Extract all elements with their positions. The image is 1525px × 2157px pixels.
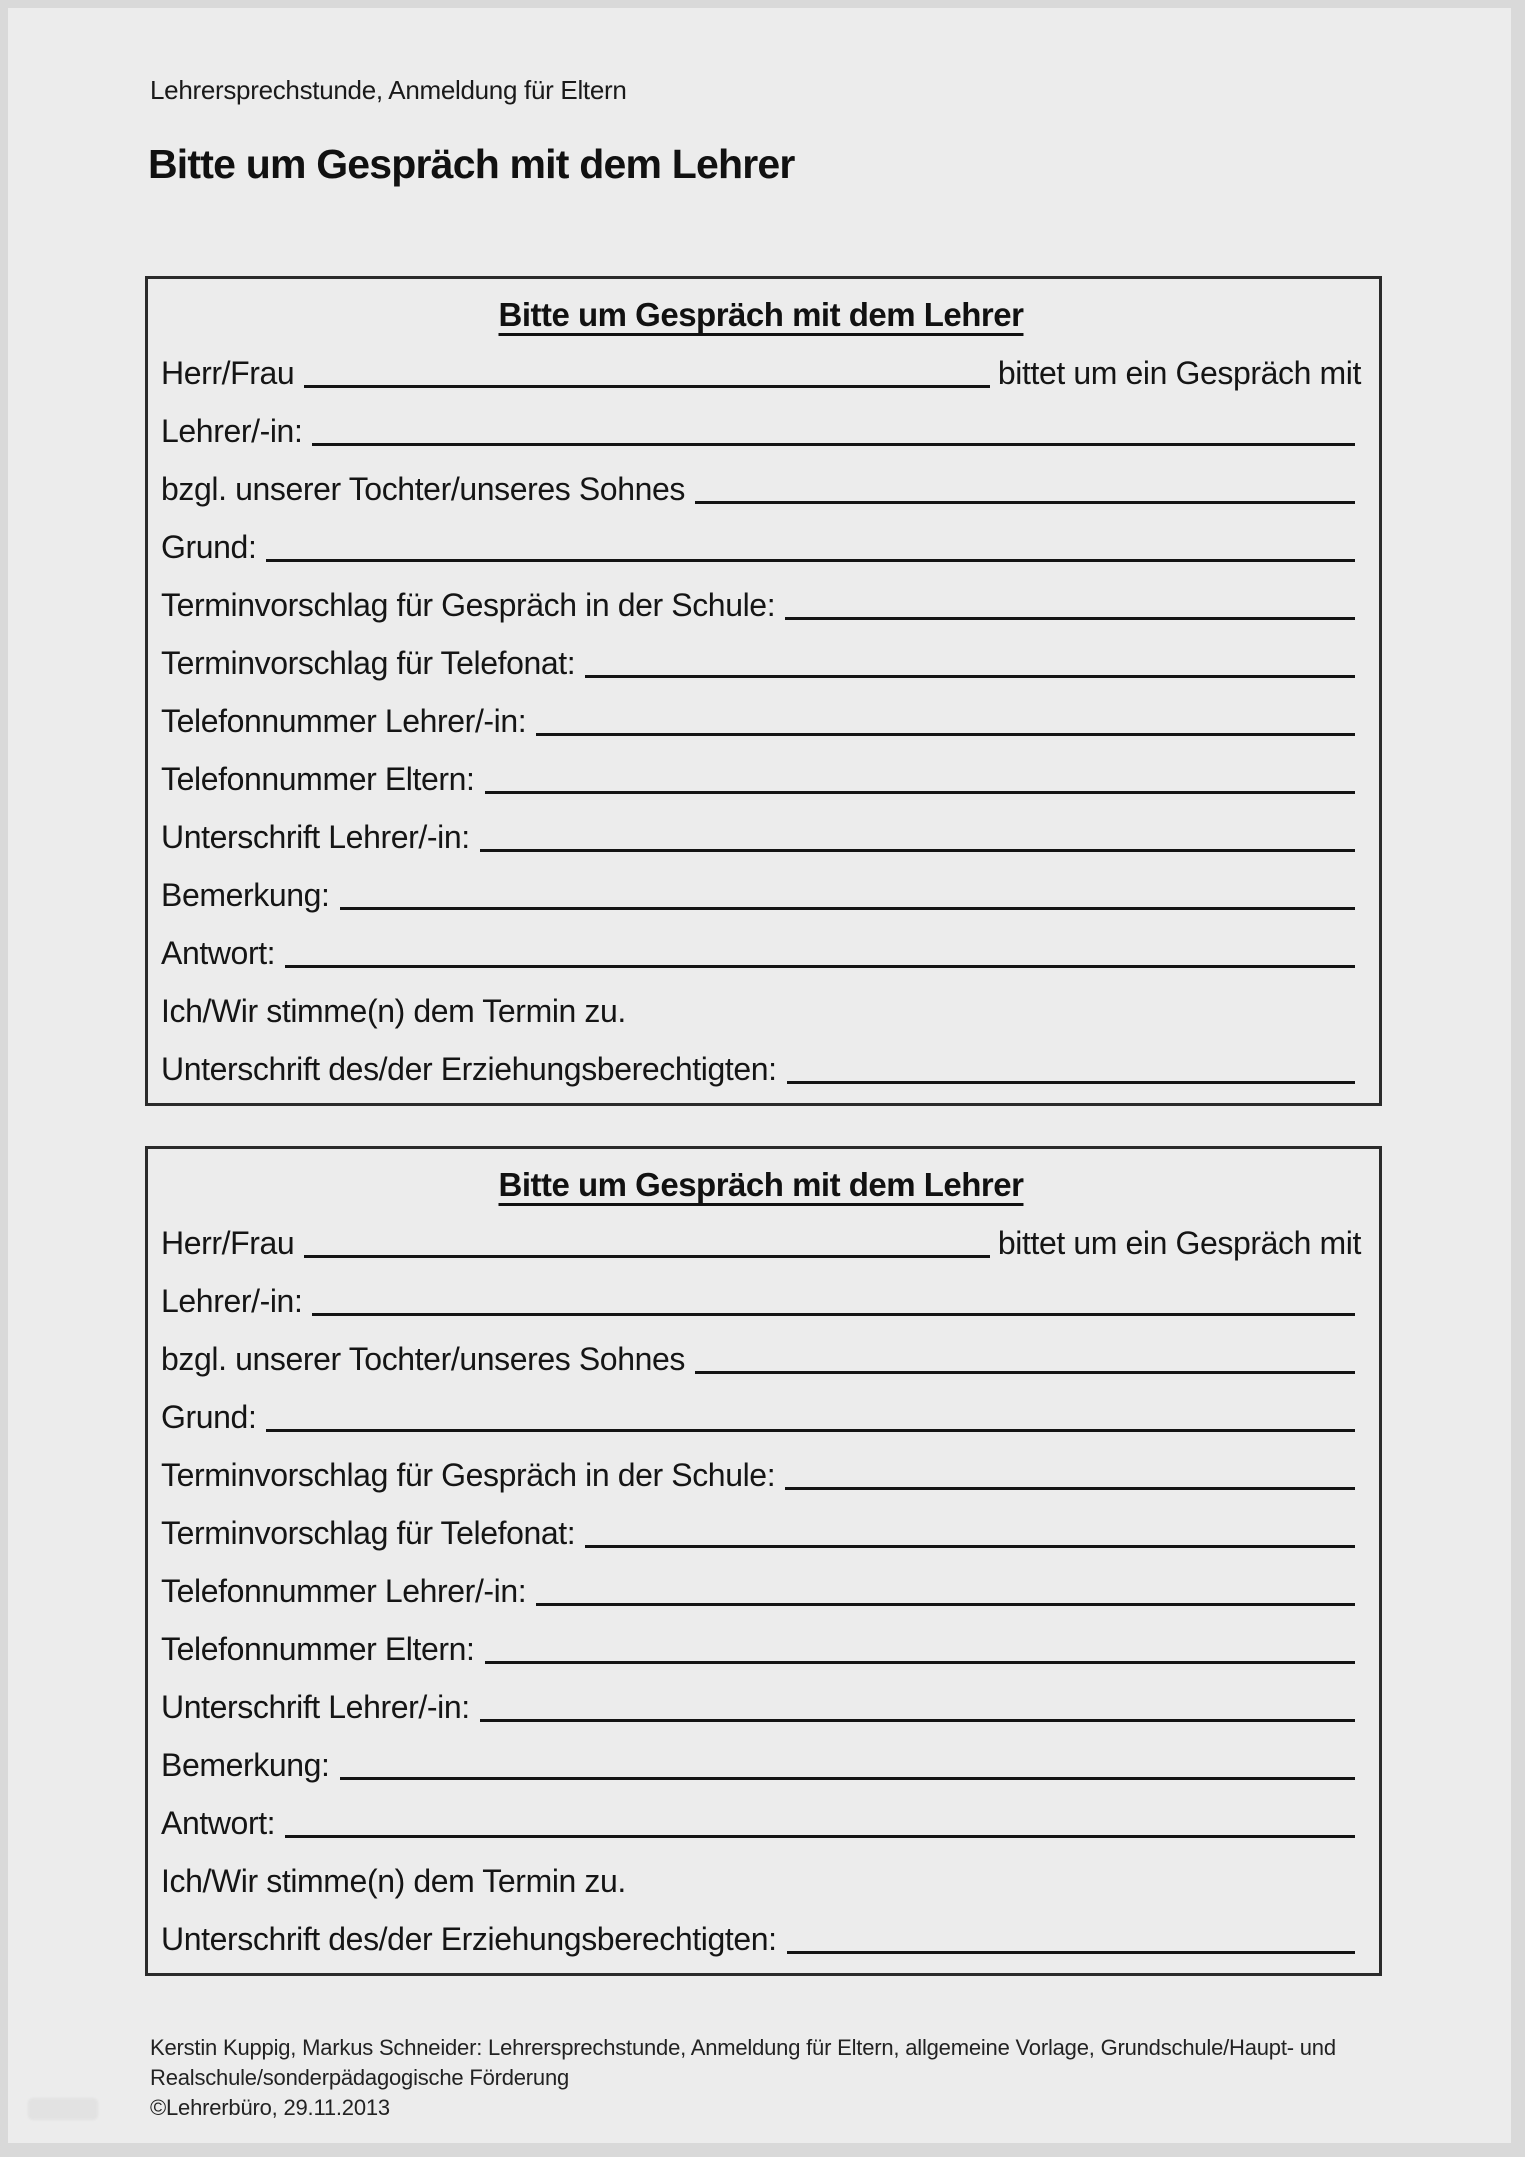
form-row-termin-schule: [161, 1439, 1361, 1497]
document-subject-line: Lehrersprechstunde, Anmeldung für Eltern: [150, 75, 627, 105]
form-row-termin-telefonat: [161, 1497, 1361, 1555]
form-row-telefon-eltern: [161, 1613, 1361, 1671]
field-label: Grund:: [161, 1399, 257, 1435]
field-label: Unterschrift Lehrer/-in:: [161, 819, 470, 855]
blank-line: [312, 442, 1355, 446]
blank-line: [585, 1544, 1355, 1548]
field-label: Lehrer/-in:: [161, 1283, 303, 1319]
field-label: Herr/Frau: [161, 1225, 295, 1261]
form-row-telefon-lehrer: [161, 1555, 1361, 1613]
form-row-kind: [161, 453, 1361, 511]
footer-credits: [150, 2033, 1511, 2123]
field-label: Herr/Frau: [161, 355, 295, 391]
field-label: Antwort:: [161, 1805, 276, 1841]
blank-line: [485, 1660, 1355, 1664]
blank-line: [480, 1718, 1355, 1722]
form-row-unterschrift-eltern: [161, 1033, 1361, 1091]
form-row-antwort: [161, 1787, 1361, 1845]
blank-line: [695, 500, 1355, 504]
footer-line-1: Kerstin Kuppig, Markus Schneider: Lehrersprechstunde, Anmeldung für Eltern, allgemeine Vorlage, Grundschule/Haupt- und: [150, 2035, 1336, 2060]
field-label: Telefonnummer Lehrer/-in:: [161, 703, 527, 739]
blank-line: [480, 848, 1355, 852]
field-label: Ich/Wir stimme(n) dem Termin zu.: [161, 1863, 626, 1899]
form-row-antwort: [161, 917, 1361, 975]
field-label: Terminvorschlag für Gespräch in der Schule:: [161, 587, 776, 623]
form-row-unterschrift-lehrer: [161, 1671, 1361, 1729]
form-row-kind: [161, 1323, 1361, 1381]
field-label: Terminvorschlag für Telefonat:: [161, 645, 576, 681]
form-row-unterschrift-eltern: [161, 1903, 1361, 1961]
blank-line: [285, 964, 1355, 968]
blank-line: [536, 1602, 1355, 1606]
field-label: bzgl. unserer Tochter/unseres Sohnes: [161, 471, 685, 507]
blank-line: [536, 732, 1355, 736]
field-label: Lehrer/-in:: [161, 413, 303, 449]
blank-line: [585, 674, 1355, 678]
form-row-telefon-eltern: [161, 743, 1361, 801]
blank-line: [787, 1950, 1355, 1954]
form-row-herr-frau: [161, 1207, 1361, 1265]
document-page: [8, 8, 1511, 2143]
field-suffix: bittet um ein Gespräch mit: [997, 355, 1361, 391]
form-box-2: [145, 1146, 1382, 1976]
field-label: bzgl. unserer Tochter/unseres Sohnes: [161, 1341, 685, 1377]
blank-line: [266, 1428, 1355, 1432]
blank-line: [695, 1370, 1355, 1374]
form-box-title: Bitte um Gespräch mit dem Lehrer: [498, 1166, 1024, 1203]
field-label: Terminvorschlag für Telefonat:: [161, 1515, 576, 1551]
blank-line: [304, 384, 990, 388]
field-label: Telefonnummer Lehrer/-in:: [161, 1573, 527, 1609]
blank-line: [785, 616, 1355, 620]
field-label: Telefonnummer Eltern:: [161, 761, 475, 797]
field-label: Unterschrift Lehrer/-in:: [161, 1689, 470, 1725]
field-label: Unterschrift des/der Erziehungsberechtigten:: [161, 1921, 777, 1957]
form-row-grund: [161, 1381, 1361, 1439]
field-label: Telefonnummer Eltern:: [161, 1631, 475, 1667]
form-box-1: [145, 276, 1382, 1106]
page-title: Bitte um Gespräch mit dem Lehrer: [148, 141, 795, 187]
blank-line: [285, 1834, 1355, 1838]
blank-line: [312, 1312, 1355, 1316]
footer-line-2: Realschule/sonderpädagogische Förderung: [150, 2065, 570, 2090]
form-row-telefon-lehrer: [161, 685, 1361, 743]
form-row-termin-telefonat: [161, 627, 1361, 685]
field-label: Antwort:: [161, 935, 276, 971]
footer-line-3: ©Lehrerbüro, 29.11.2013: [150, 2095, 390, 2120]
blank-line: [340, 1776, 1355, 1780]
field-label: Bemerkung:: [161, 877, 330, 913]
form-row-bemerkung: [161, 859, 1361, 917]
form-row-termin-schule: [161, 569, 1361, 627]
form-row-unterschrift-lehrer: [161, 801, 1361, 859]
blank-line: [304, 1254, 990, 1258]
form-row-lehrer: [161, 395, 1361, 453]
field-label: Terminvorschlag für Gespräch in der Schule:: [161, 1457, 776, 1493]
blank-line: [485, 790, 1355, 794]
field-label: Ich/Wir stimme(n) dem Termin zu.: [161, 993, 626, 1029]
blank-line: [787, 1080, 1355, 1084]
field-label: Grund:: [161, 529, 257, 565]
form-box-title: Bitte um Gespräch mit dem Lehrer: [498, 296, 1024, 333]
form-row-herr-frau: [161, 337, 1361, 395]
form-row-zustimmung: [161, 975, 1361, 1033]
form-row-bemerkung: [161, 1729, 1361, 1787]
field-label: Unterschrift des/der Erziehungsberechtigten:: [161, 1051, 777, 1087]
form-row-lehrer: [161, 1265, 1361, 1323]
form-row-zustimmung: [161, 1845, 1361, 1903]
field-suffix: bittet um ein Gespräch mit: [997, 1225, 1361, 1261]
form-row-grund: [161, 511, 1361, 569]
blank-line: [340, 906, 1355, 910]
field-label: Bemerkung:: [161, 1747, 330, 1783]
faint-watermark: [28, 2098, 98, 2120]
blank-line: [266, 558, 1355, 562]
blank-line: [785, 1486, 1355, 1490]
